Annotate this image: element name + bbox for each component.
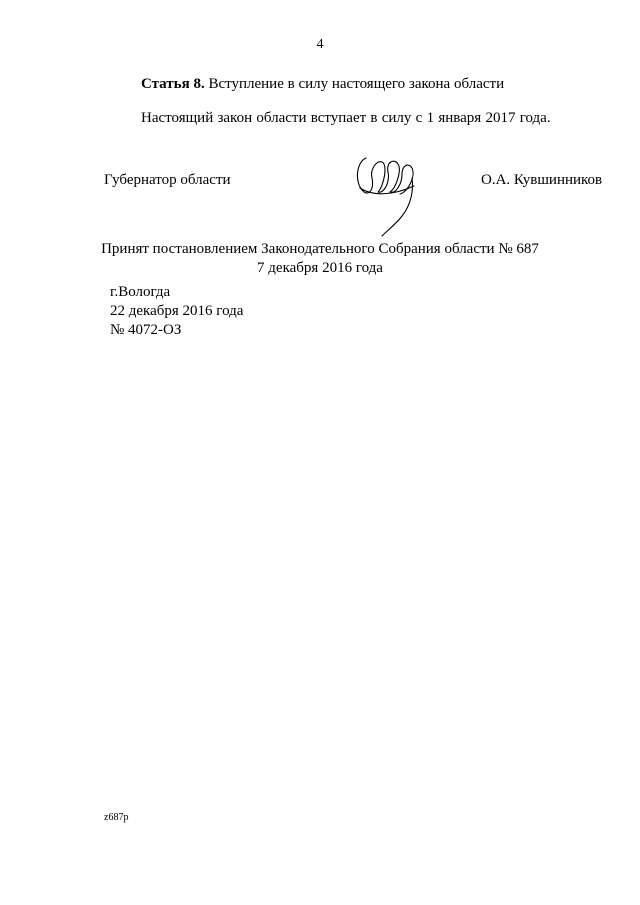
governor-name: О.А. Кувшинников bbox=[481, 172, 603, 188]
city: г.Вологда bbox=[110, 284, 171, 300]
document-code: z687p bbox=[104, 812, 129, 823]
article-heading bbox=[141, 76, 504, 93]
signing-date: 22 декабря 2016 года bbox=[110, 303, 244, 319]
article-title: Вступление в силу настоящего закона области bbox=[208, 76, 505, 92]
adoption-note bbox=[0, 240, 640, 278]
article-label: Статья 8. bbox=[141, 76, 205, 92]
article-body: Настоящий закон области вступает в силу с 1 января 2017 года. bbox=[141, 110, 551, 126]
page-number: 4 bbox=[316, 37, 324, 52]
adoption-line-2: 7 декабря 2016 года bbox=[257, 260, 383, 276]
governor-title: Губернатор области bbox=[104, 172, 231, 188]
law-number: № 4072-ОЗ bbox=[110, 322, 182, 338]
handwritten-signature bbox=[352, 148, 422, 240]
adoption-line-1: Принят постановлением Законодательного Собрания области № 687 bbox=[101, 241, 539, 257]
place-date-block bbox=[110, 283, 243, 340]
